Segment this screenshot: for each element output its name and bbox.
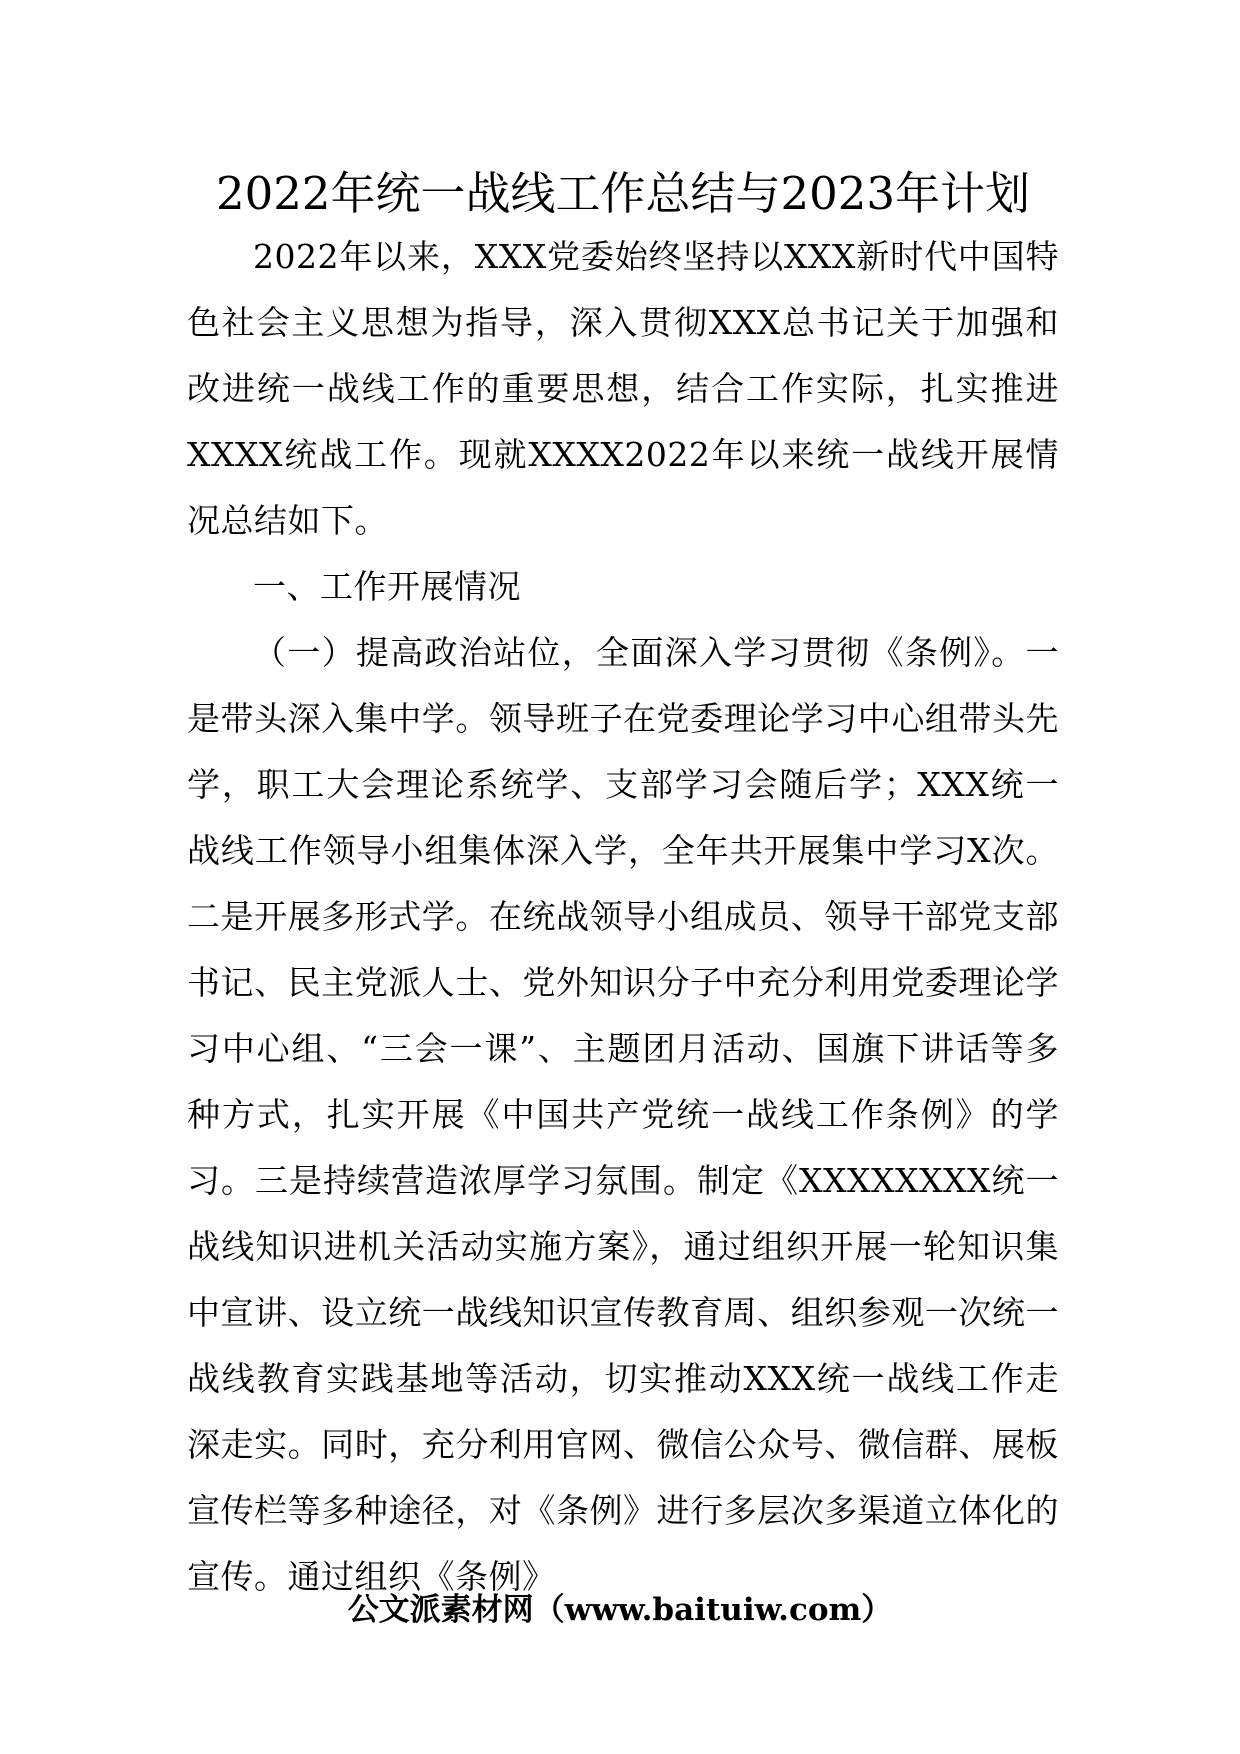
- document-body: [187, 224, 1059, 1610]
- subsection-paragraph: （一）提高政治站位，全面深入学习贯彻《条例》。一是带头深入集中学。领导班子在党委理论学习中心组带头先学，职工大会理论系统学、支部学习会随后学；XXX统一战线工作领导小组集体深入学，全年共开展集中学习X次。二是开展多形式学。在统战领导小组成员、领导干部党支部书记、民主党派人士、党外知识分子中充分利用党委理论学习中心组、“三会一课”、主题团月活动、国旗下讲话等多种方式，扎实开展《中国共产党统一战线工作条例》的学习。三是持续营造浓厚学习氛围。制定《XXXXXXXX统一战线知识进机关活动实施方案》，通过组织开展一轮知识集中宣讲、设立统一战线知识宣传教育周、组织参观一次统一战线教育实践基地等活动，切实推动XXX统一战线工作走深走实。同时，充分利用官网、微信公众号、微信群、展板宣传栏等多种途径，对《条例》进行多层次多渠道立体化的宣传。通过组织《条例》: [187, 633, 1059, 1596]
- document-title: 2022年统一战线工作总结与2023年计划: [215, 167, 1031, 220]
- intro-paragraph: 2022年以来，XXX党委始终坚持以XXX新时代中国特色社会主义思想为指导，深入贯彻XXX总书记关于加强和改进统一战线工作的重要思想，结合工作实际，扎实推进XXXX统战工作。现就XXXX2022年以来统一战线开展情况总结如下。: [187, 237, 1059, 540]
- section-heading: 一、工作开展情况: [253, 567, 521, 606]
- footer-watermark: 公文派素材网（www.baituiw.com）: [347, 1592, 893, 1628]
